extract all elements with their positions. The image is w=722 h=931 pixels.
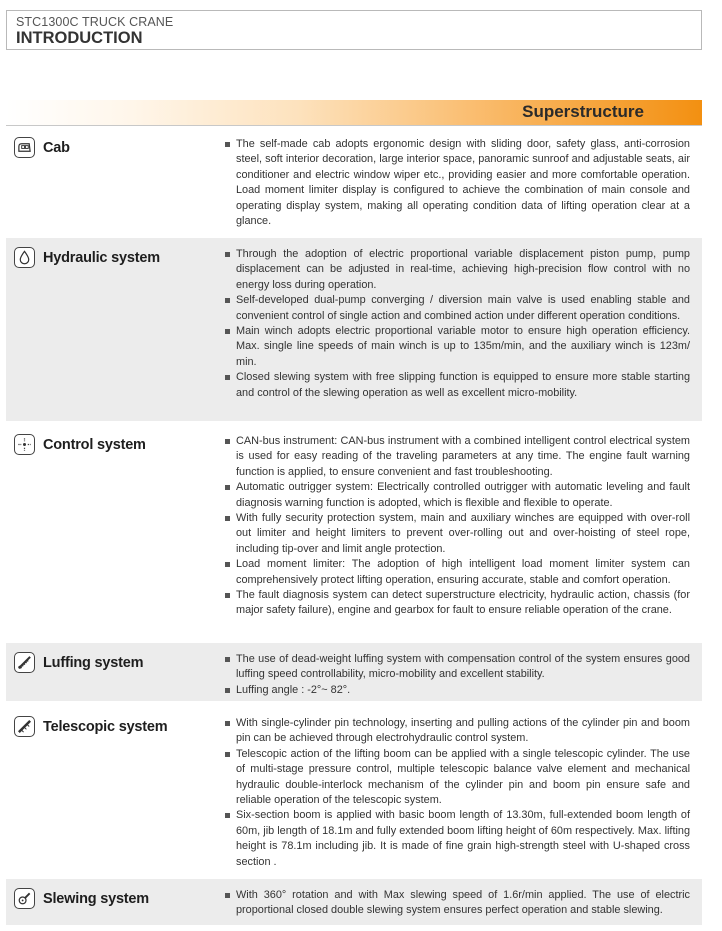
row-title-luffing-system: Luffing system xyxy=(43,654,144,671)
list-item: The use of dead-weight luffing system with compensation control of the system ensures good luffing speed controllability, micro-mobility and excellent stability. xyxy=(224,652,690,683)
section-band xyxy=(6,100,702,125)
list-item: Automatic outrigger system: Electrically controlled outrigger with automatic leveling and fault diagnosis warning function is adopted, which is flexible and flexible to operate. xyxy=(224,480,690,511)
header xyxy=(6,10,702,50)
list-item: With single-cylinder pin technology, inserting and pulling actions of the cylinder pin and boom pin can be achieved through electrohydraulic control system. xyxy=(224,716,690,747)
telescopic-boom-icon xyxy=(14,716,35,737)
row-points-slewing-system xyxy=(224,888,690,919)
row-title-control-system: Control system xyxy=(43,436,146,453)
list-item: With 360° rotation and with Max slewing speed of 1.6r/min applied. The use of electric proportional closed double slewing system ensures perfect operation and stable slewing. xyxy=(224,888,690,919)
list-item: Six-section boom is applied with basic boom length of 13.30m, full-extended boom length of 60m, jib length of 18.1m and fully extended boom lifting height of 60m respectively. Max. lifting height is 78.1m including jib. It is made of fine grain high-strength steel with U-shaped cross section . xyxy=(224,808,690,870)
row-title-telescopic-system: Telescopic system xyxy=(43,718,168,735)
row-slewing-system xyxy=(6,879,702,925)
row-points-telescopic-system xyxy=(224,716,690,870)
luffing-boom-icon xyxy=(14,652,35,673)
section-title: Superstructure xyxy=(522,102,644,121)
slewing-icon xyxy=(14,888,35,909)
list-item: CAN-bus instrument: CAN-bus instrument with a combined intelligent control electrical system is used for easy reading of the traveling parameters at any time. The engine fault warning function is applied, to ensure convenient and fast troubleshooting. xyxy=(224,434,690,480)
row-points-hydraulic-system xyxy=(224,247,690,401)
row-points-cab xyxy=(224,137,690,229)
row-points-control-system xyxy=(224,434,690,619)
list-item: Through the adoption of electric proportional variable displacement piston pump, pump displacement can be adjusted in real-time, achieving high-precision flow control with no energy loss during operation. xyxy=(224,247,690,293)
list-item: The fault diagnosis system can detect superstructure electricity, hydraulic action, chassis (for major safety failure), engine and gearbox for fault to ensure reliable operation of the crane. xyxy=(224,588,690,619)
row-title-slewing-system: Slewing system xyxy=(43,890,149,907)
oil-drop-icon xyxy=(14,247,35,268)
row-hydraulic-system xyxy=(6,238,702,421)
list-item: With fully security protection system, main and auxiliary winches are equipped with over-roll out limiter and height limiters to prevent over-rolling out and over-hoisting of steel rope, including tip-over and limit angle protection. xyxy=(224,511,690,557)
list-item: Luffing angle : -2°~ 82°. xyxy=(224,683,690,698)
list-item: The self-made cab adopts ergonomic design with sliding door, safety glass, anti-corrosion steel, soft interior decoration, large interior space, panoramic sunroof and adjustable seats, air conditioner and electric window wiper etc., providing easier and more comfortable operation. Load moment limiter display is configured to achieve the combination of main console and operating display system, making all operating condition data of lifting operation clear at a glance. xyxy=(224,137,690,229)
row-control-system xyxy=(6,425,702,638)
cab-icon xyxy=(14,137,35,158)
row-title-hydraulic-system: Hydraulic system xyxy=(43,249,160,266)
page-title: INTRODUCTION xyxy=(16,29,143,47)
list-item: Telescopic action of the lifting boom can be applied with a single telescopic cylinder. The use of multi-stage pressure control, multiple telescopic balance valve element and mechanical hydraulic double-interlock mechanism of the cylinder pin and boom pin ensure safe and reliable operation of the telescopic system. xyxy=(224,747,690,809)
section-divider xyxy=(6,125,702,126)
row-title-cab: Cab xyxy=(43,139,70,156)
joystick-icon xyxy=(14,434,35,455)
header-subtitle: STC1300C TRUCK CRANE xyxy=(16,15,174,29)
row-telescopic-system xyxy=(6,707,702,873)
list-item: Load moment limiter: The adoption of high intelligent load moment limiter system can comprehensively protect lifting operation, ensuring accurate, stable and comfort operation. xyxy=(224,557,690,588)
list-item: Self-developed dual-pump converging / diversion main valve is used enabling stable and convenient control of single action and combined action under different operation conditions. xyxy=(224,293,690,324)
list-item: Closed slewing system with free slipping function is equipped to ensure more stable starting and control of the slewing operation as well as excellent micro-mobility. xyxy=(224,370,690,401)
row-luffing-system xyxy=(6,643,702,701)
row-points-luffing-system xyxy=(224,652,690,698)
list-item: Main winch adopts electric proportional variable motor to ensure high operation efficiency. Max. single line speeds of main winch is up to 135m/min, and the auxiliary winch is 123m/ min. xyxy=(224,324,690,370)
row-cab xyxy=(6,128,702,232)
